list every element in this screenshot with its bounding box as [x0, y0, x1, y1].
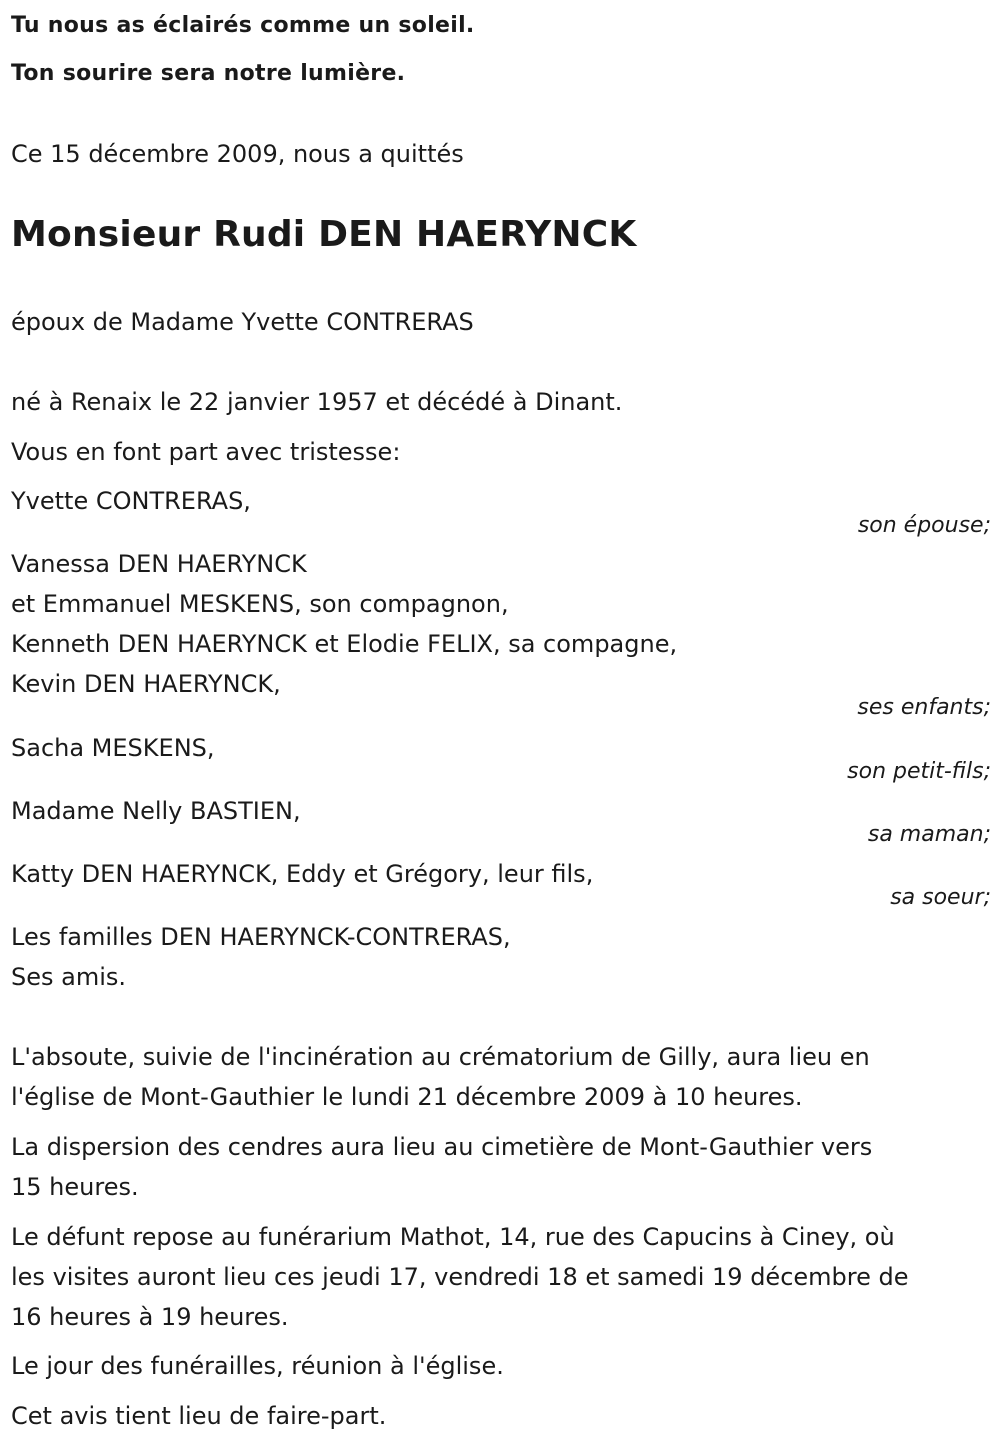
spouse-line: époux de Madame Yvette CONTRERAS [11, 308, 474, 336]
ceremony-text: Le jour des funérailles, réunion à l'église. [11, 1352, 504, 1380]
death-date-intro: Ce 15 décembre 2009, nous a quittés [11, 140, 464, 168]
relation-label: son épouse; [857, 513, 991, 538]
relation-label: ses enfants; [857, 695, 991, 720]
birth-death-line: né à Renaix le 22 janvier 1957 et décédé à Dinant. [11, 388, 623, 416]
relation-label: sa maman; [867, 822, 991, 847]
deceased-name: Monsieur Rudi DEN HAERYNCK [11, 214, 637, 255]
relation-label: sa soeur; [890, 885, 991, 910]
ceremony-text: 15 heures. [11, 1173, 139, 1201]
family-member: Kevin DEN HAERYNCK, [11, 670, 281, 698]
relation-label: son petit-fils; [847, 759, 991, 784]
family-member: Sacha MESKENS, [11, 734, 215, 762]
family-member: Ses amis. [11, 963, 127, 991]
motto-line-2: Ton sourire sera notre lumière. [11, 61, 406, 86]
family-member: et Emmanuel MESKENS, son compagnon, [11, 590, 509, 618]
motto-line-1: Tu nous as éclairés comme un soleil. [11, 13, 475, 38]
family-member: Kenneth DEN HAERYNCK et Elodie FELIX, sa compagne, [11, 630, 678, 658]
family-member: Madame Nelly BASTIEN, [11, 797, 301, 825]
sorrow-line: Vous en font part avec tristesse: [11, 438, 401, 466]
ceremony-text: l'église de Mont-Gauthier le lundi 21 décembre 2009 à 10 heures. [11, 1083, 803, 1111]
family-member: Katty DEN HAERYNCK, Eddy et Grégory, leur fils, [11, 860, 594, 888]
ceremony-text: 16 heures à 19 heures. [11, 1303, 289, 1331]
family-member: Les familles DEN HAERYNCK-CONTRERAS, [11, 923, 511, 951]
ceremony-text: Le défunt repose au funérarium Mathot, 14, rue des Capucins à Ciney, où [11, 1223, 895, 1251]
family-member: Vanessa DEN HAERYNCK [11, 550, 307, 578]
ceremony-text: les visites auront lieu ces jeudi 17, vendredi 18 et samedi 19 décembre de [11, 1263, 909, 1291]
family-member: Yvette CONTRERAS, [11, 487, 251, 515]
closing-line: Cet avis tient lieu de faire-part. [11, 1402, 387, 1430]
ceremony-text: L'absoute, suivie de l'incinération au crématorium de Gilly, aura lieu en [11, 1043, 870, 1071]
ceremony-text: La dispersion des cendres aura lieu au cimetière de Mont-Gauthier vers [11, 1133, 873, 1161]
